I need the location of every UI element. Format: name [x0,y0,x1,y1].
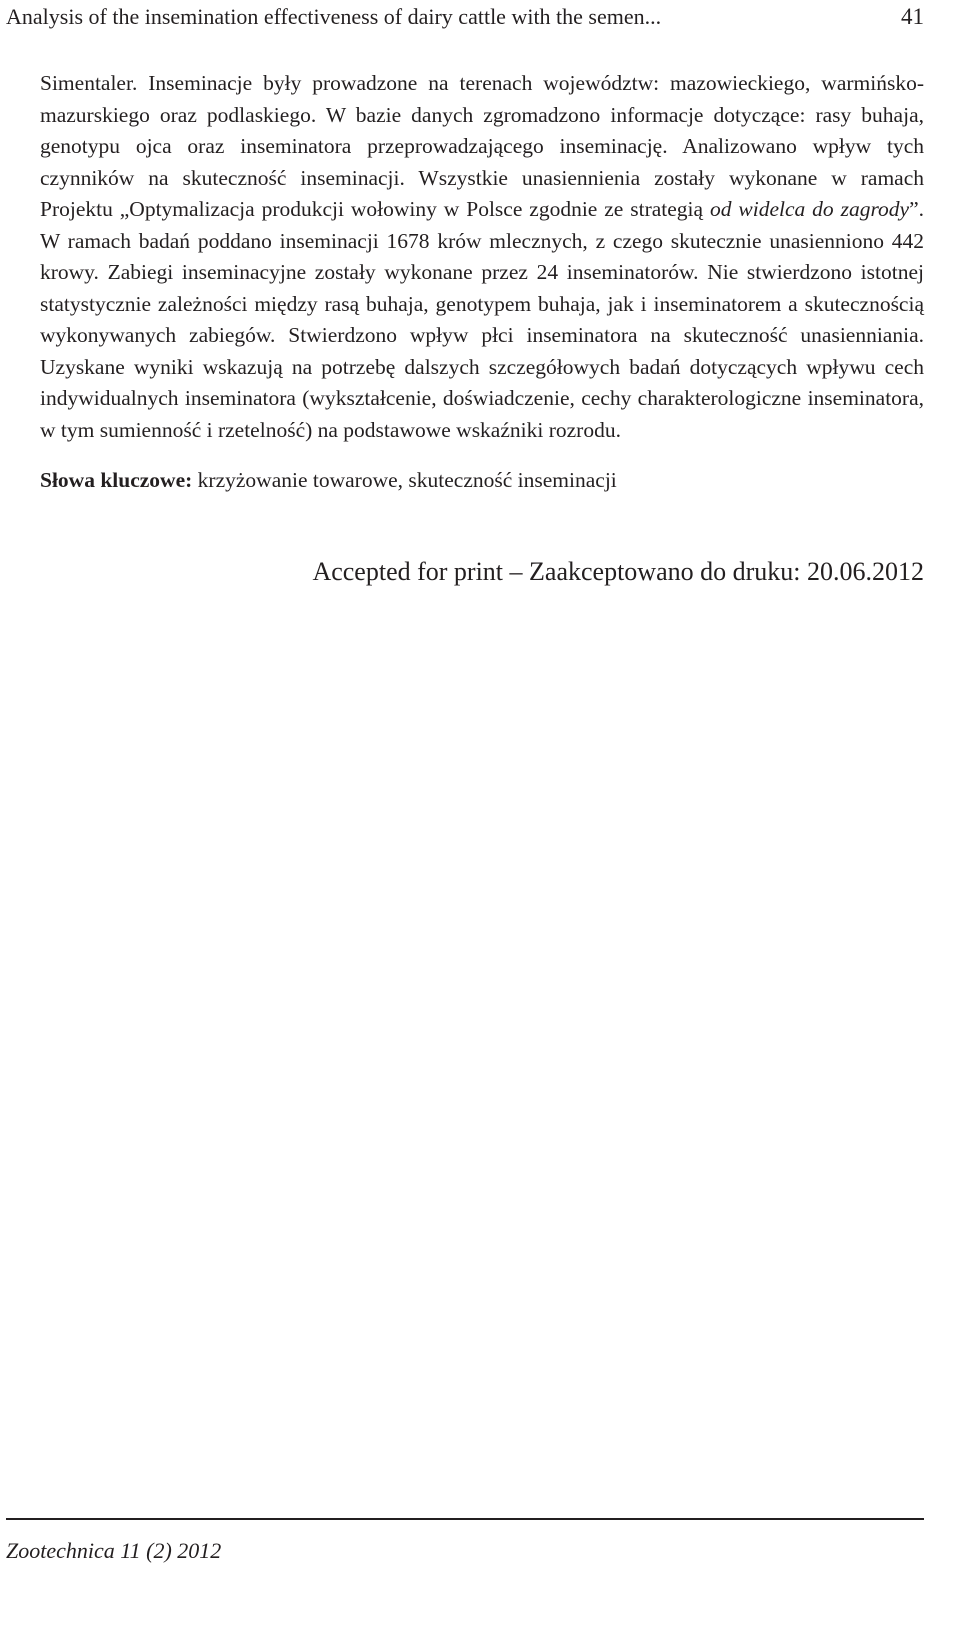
footer-divider [6,1518,924,1520]
running-header [6,2,924,32]
abstract-text-part1: Simentaler. Inseminacje były prowadzone na terenach województw: mazowieckiego, warmińsko-mazurskiego oraz podlaskiego. W bazie danych zgromadzono informacje dotyczące: rasy buhaja, genotypu ojca oraz inseminatora przeprowadzającego inseminację. Analizowano wpływ tych czynników na skuteczność inseminacji. Wszystkie unasiennienia zostały wykonane w ramach Projektu „Optymalizacja produkcji wołowiny w Polsce zgodnie ze strategią [40,71,924,221]
keywords-text: krzyżowanie towarowe, skuteczność inseminacji [192,468,617,492]
abstract-paragraph [40,68,924,446]
page-number: 41 [901,4,924,29]
keywords-label: Słowa kluczowe: [40,468,193,492]
running-title: Analysis of the insemination effectiveness of dairy cattle with the semen... [6,4,662,29]
abstract-text-part2: ”. W ramach badań poddano inseminacji 1678 krów mlecznych, z czego skutecznie unasienniono 442 krowy. Zabiegi inseminacyjne zostały wykonane przez 24 inseminatorów. Nie stwierdzono istotnej statystycznie zależności między rasą buhaja, genotypem buhaja, jak i inseminatorem a skutecznością wykonywanych zabiegów. Stwierdzono wpływ płci inseminatora na skuteczność unasienniania. Uzyskane wyniki wskazują na potrzebę dalszych szczegółowych badań dotyczących wpływu cech indywidualnych inseminatora (wykształcenie, doświadczenie, cechy charakterologiczne inseminatora, w tym sumienność i rzetelność) na podstawowe wskaźniki rozrodu. [40,197,924,442]
keywords-line [40,465,924,496]
abstract-italic-phrase: od widelca do zagrody [709,197,910,221]
journal-footer: Zootechnica 11 (2) 2012 [6,1538,222,1563]
accepted-date: Accepted for print – Zaakceptowano do druku: 20.06.2012 [312,557,924,586]
